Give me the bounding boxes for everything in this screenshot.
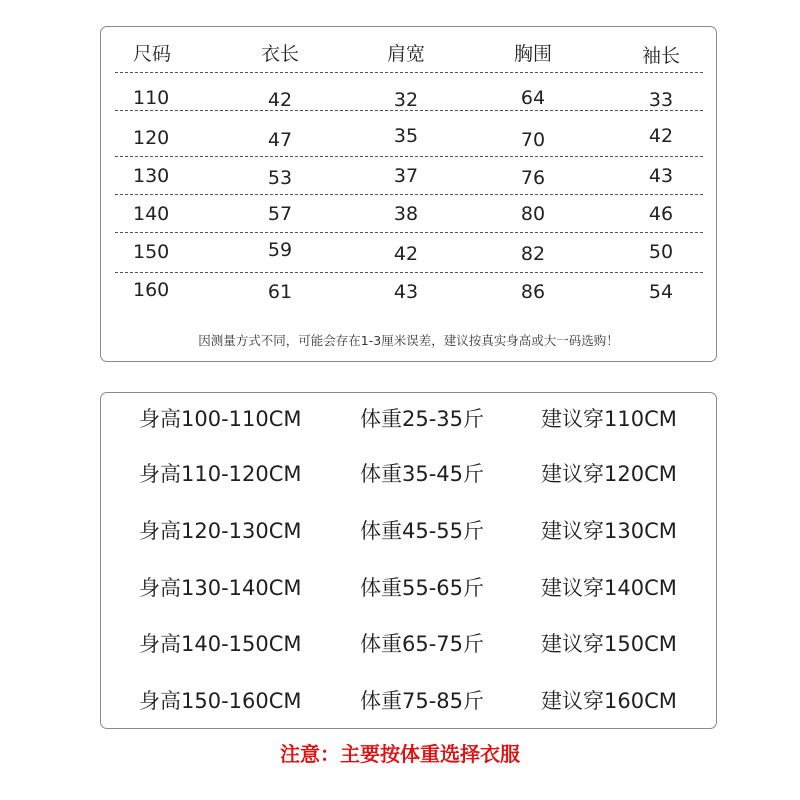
cell-length: 61 [267,281,293,303]
measurement-note: 因测量方式不同，可能会存在1-3厘米误差，建议按真实身高或大一码选购！ [198,333,619,348]
recommended-size: 建议穿150CM [541,632,677,656]
table-row [115,235,703,273]
height-range: 身高110-120CM [139,462,302,486]
list-item [101,687,716,717]
header-chest: 胸围 [513,43,553,65]
cell-length: 53 [267,167,293,189]
size-table-header [115,35,703,73]
weight-range: 体重65-75斤 [360,632,485,656]
cell-chest: 64 [520,87,546,109]
cell-shoulder: 35 [393,125,419,147]
height-range: 身高130-140CM [139,576,302,600]
table-row [115,195,703,233]
recommended-size: 建议穿140CM [541,576,677,600]
cell-sleeve: 50 [648,241,674,263]
cell-size: 150 [133,241,170,263]
cell-sleeve: 43 [648,165,674,187]
cell-chest: 70 [520,129,546,151]
cell-shoulder: 43 [393,281,419,303]
header-length: 衣长 [260,43,300,65]
cell-chest: 80 [520,203,546,225]
cell-sleeve: 54 [648,281,674,303]
cell-size: 120 [133,127,170,149]
cell-length: 57 [267,203,293,225]
weight-range: 体重25-35斤 [360,407,485,431]
recommended-size: 建议穿160CM [541,689,677,713]
height-range: 身高140-150CM [139,632,302,656]
cell-sleeve: 33 [648,89,674,111]
cell-length: 47 [267,129,293,151]
cell-shoulder: 38 [393,203,419,225]
recommended-size: 建议穿120CM [541,462,677,486]
cell-length: 42 [267,89,293,111]
cell-size: 160 [133,279,170,301]
header-sleeve: 袖长 [641,45,681,67]
cell-sleeve: 42 [648,125,674,147]
header-shoulder: 肩宽 [386,43,426,65]
cell-sleeve: 46 [648,203,674,225]
cell-shoulder: 32 [393,89,419,111]
cell-size: 110 [133,87,170,109]
recommended-size: 建议穿110CM [541,407,677,431]
list-item [101,460,716,490]
table-row [115,273,703,311]
list-item [101,630,716,660]
cell-size: 140 [133,203,170,225]
weight-range: 体重35-45斤 [360,462,485,486]
weight-range: 体重55-65斤 [360,576,485,600]
recommended-size: 建议穿130CM [541,519,677,543]
height-range: 身高120-130CM [139,519,302,543]
cell-chest: 86 [520,281,546,303]
weight-range: 体重45-55斤 [360,519,485,543]
height-range: 身高100-110CM [139,407,302,431]
header-size: 尺码 [133,43,172,65]
cell-chest: 82 [520,243,546,265]
list-item [101,517,716,547]
list-item [101,574,716,604]
table-row [115,73,703,111]
cell-shoulder: 42 [393,243,419,265]
size-chart-panel [100,26,717,362]
cell-length: 59 [267,239,293,261]
weight-warning: 注意：主要按体重选择衣服 [280,742,520,766]
list-item [101,405,716,435]
cell-shoulder: 37 [393,165,419,187]
weight-range: 体重75-85斤 [360,689,485,713]
height-range: 身高150-160CM [139,689,302,713]
table-row [115,119,703,157]
cell-chest: 76 [520,167,546,189]
cell-size: 130 [133,165,170,187]
recommendation-panel [100,392,717,729]
table-row [115,157,703,195]
